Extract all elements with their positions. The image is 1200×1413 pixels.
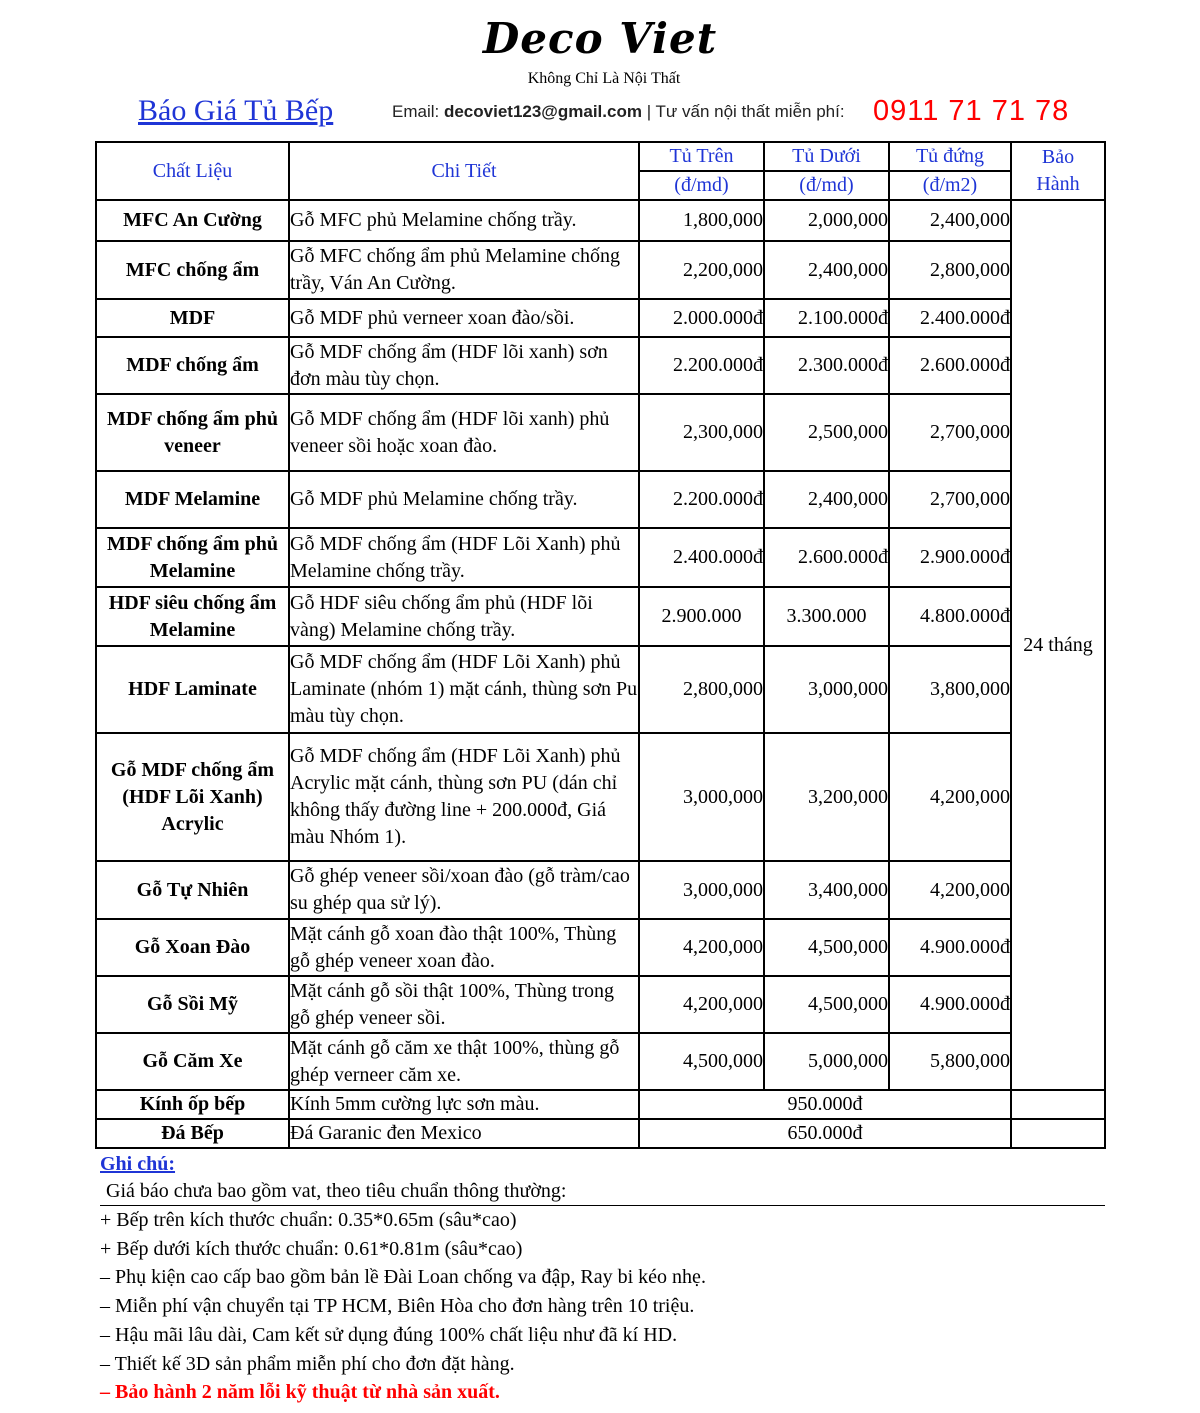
table-row: [96, 1033, 1105, 1090]
table-row: [96, 976, 1105, 1033]
row-material: HDF siêu chống ẩm Melamine: [96, 587, 289, 646]
extra-price: 950.000đ: [639, 1090, 1011, 1119]
row-detail: Gỗ MDF chống ẩm (HDF Lõi Xanh) phủ Melamine chống trầy.: [289, 528, 639, 587]
row-material: MFC chống ẩm: [96, 241, 289, 299]
row-lower-price: 4,500,000: [764, 976, 889, 1033]
header-material: Chất Liệu: [96, 142, 289, 200]
row-material: MDF chống ẩm: [96, 337, 289, 394]
header-upper-unit: (đ/md): [639, 171, 764, 200]
note-line: + Bếp dưới kích thước chuẩn: 0.61*0.81m (sâu*cao): [100, 1237, 523, 1260]
row-standing-price: 4,200,000: [889, 733, 1011, 861]
row-lower-price: 3,200,000: [764, 733, 889, 861]
row-detail: Gỗ ghép veneer sồi/xoan đào (gỗ tràm/cao su ghép qua sử lý).: [289, 861, 639, 919]
row-detail: Mặt cánh gỗ căm xe thật 100%, thùng gỗ ghép verneer căm xe.: [289, 1033, 639, 1090]
header-warranty-line2: Hành: [1036, 173, 1080, 195]
extra-material: Kính ốp bếp: [96, 1090, 289, 1119]
table-row: [96, 299, 1105, 337]
table-row: [96, 471, 1105, 528]
row-lower-price: 2,400,000: [764, 241, 889, 299]
table-row: [96, 646, 1105, 733]
extra-row: [96, 1090, 1105, 1119]
extra-material: Đá Bếp: [96, 1119, 289, 1148]
row-lower-price: 5,000,000: [764, 1033, 889, 1090]
note-warranty-highlight: – Bảo hành 2 năm lỗi kỹ thuật từ nhà sản xuất.: [100, 1381, 500, 1404]
row-detail: Gỗ HDF siêu chống ẩm phủ (HDF lõi vàng) Melamine chống trầy.: [289, 587, 639, 646]
price-table: [95, 141, 1106, 1149]
warranty-value: 24 tháng: [1011, 200, 1105, 1090]
row-lower-price: 2,000,000: [764, 200, 889, 241]
row-lower-price: 2,500,000: [764, 394, 889, 471]
row-material: MFC An Cường: [96, 200, 289, 241]
row-detail: Gỗ MDF phủ verneer xoan đào/sồi.: [289, 299, 639, 337]
row-lower-price: 4,500,000: [764, 919, 889, 976]
header-warranty: [1011, 142, 1105, 200]
row-upper-price: 2.900.000: [639, 587, 764, 646]
brand-logo: Deco Viet: [482, 14, 718, 63]
row-material: Gỗ Căm Xe: [96, 1033, 289, 1090]
row-standing-price: 4.900.000đ: [889, 919, 1011, 976]
row-standing-price: 4,200,000: [889, 861, 1011, 919]
notes-intro: Giá báo chưa bao gồm vat, theo tiêu chuẩn thông thường:: [100, 1177, 1105, 1206]
row-upper-price: 3,000,000: [639, 861, 764, 919]
note-line: – Phụ kiện cao cấp bao gồm bản lề Đài Loan chống va đập, Ray bi kéo nhẹ.: [100, 1266, 706, 1289]
note-line: – Thiết kế 3D sản phẩm miễn phí cho đơn đặt hàng.: [100, 1352, 515, 1375]
header-detail: Chi Tiết: [289, 142, 639, 200]
email-address[interactable]: decoviet123@gmail.com: [443, 102, 642, 121]
row-material: Gỗ MDF chống ẩm (HDF Lõi Xanh) Acrylic: [96, 733, 289, 861]
row-standing-price: 5,800,000: [889, 1033, 1011, 1090]
extra-empty-cell: [1011, 1119, 1105, 1148]
row-material: HDF Laminate: [96, 646, 289, 733]
page-title: Báo Giá Tủ Bếp: [138, 94, 334, 127]
note-line: – Miễn phí vận chuyển tại TP HCM, Biên Hòa cho đơn hàng trên 10 triệu.: [100, 1295, 695, 1318]
row-upper-price: 2.200.000đ: [639, 471, 764, 528]
row-standing-price: 4.800.000đ: [889, 587, 1011, 646]
row-detail: Gỗ MDF chống ẩm (HDF lõi xanh) sơn đơn màu tùy chọn.: [289, 337, 639, 394]
row-upper-price: 2,300,000: [639, 394, 764, 471]
row-standing-price: 2,400,000: [889, 200, 1011, 241]
header-standing: Tủ đứng: [889, 142, 1011, 171]
row-detail: Gỗ MFC chống ẩm phủ Melamine chống trầy, Ván An Cường.: [289, 241, 639, 299]
table-row: [96, 337, 1105, 394]
row-material: MDF Melamine: [96, 471, 289, 528]
extra-detail: Đá Garanic đen Mexico: [289, 1119, 639, 1148]
note-line: – Hậu mãi lâu dài, Cam kết sử dụng đúng 100% chất liệu như đã kí HD.: [100, 1323, 678, 1346]
extra-empty-cell: [1011, 1090, 1105, 1119]
row-detail: Gỗ MDF chống ẩm (HDF Lõi Xanh) phủ Acrylic mặt cánh, thùng sơn PU (dán chỉ không thấy đường line + 200.000đ, Giá màu Nhóm 1).: [289, 733, 639, 861]
row-detail: Gỗ MFC phủ Melamine chống trầy.: [289, 200, 639, 241]
row-standing-price: 2,700,000: [889, 394, 1011, 471]
row-lower-price: 2.600.000đ: [764, 528, 889, 587]
contact-info: [392, 102, 845, 122]
row-material: MDF chống ẩm phủ Melamine: [96, 528, 289, 587]
row-material: Gỗ Tự Nhiên: [96, 861, 289, 919]
row-detail: Gỗ MDF phủ Melamine chống trầy.: [289, 471, 639, 528]
table-row: [96, 200, 1105, 241]
consult-label: | Tư vấn nội thất miễn phí:: [641, 102, 845, 121]
row-material: Gỗ Xoan Đào: [96, 919, 289, 976]
row-lower-price: 2.100.000đ: [764, 299, 889, 337]
row-upper-price: 4,200,000: [639, 919, 764, 976]
row-lower-price: 3,400,000: [764, 861, 889, 919]
header-lower-unit: (đ/md): [764, 171, 889, 200]
table-row: [96, 528, 1105, 587]
row-upper-price: 2,200,000: [639, 241, 764, 299]
row-detail: Gỗ MDF chống ẩm (HDF Lõi Xanh) phủ Laminate (nhóm 1) mặt cánh, thùng sơn Pu màu tùy chọn.: [289, 646, 639, 733]
row-standing-price: 2,700,000: [889, 471, 1011, 528]
extra-price: 650.000đ: [639, 1119, 1011, 1148]
row-upper-price: 3,000,000: [639, 733, 764, 861]
row-standing-price: 3,800,000: [889, 646, 1011, 733]
header-upper: Tủ Trên: [639, 142, 764, 171]
note-line: + Bếp trên kích thước chuẩn: 0.35*0.65m (sâu*cao): [100, 1209, 517, 1231]
table-row: [96, 861, 1105, 919]
row-detail: Mặt cánh gỗ sồi thật 100%, Thùng trong gỗ ghép veneer sồi.: [289, 976, 639, 1033]
row-detail: Gỗ MDF chống ẩm (HDF lõi xanh) phủ veneer sồi hoặc xoan đào.: [289, 394, 639, 471]
table-row: [96, 919, 1105, 976]
notes-section: [100, 1151, 1105, 1407]
row-material: Gỗ Sồi Mỹ: [96, 976, 289, 1033]
row-lower-price: 2,400,000: [764, 471, 889, 528]
row-material: MDF: [96, 299, 289, 337]
row-standing-price: 4.900.000đ: [889, 976, 1011, 1033]
header-lower: Tủ Dưới: [764, 142, 889, 171]
extra-row: [96, 1119, 1105, 1148]
table-row: [96, 394, 1105, 471]
notes-heading: Ghi chú:: [100, 1153, 176, 1175]
table-row: [96, 733, 1105, 861]
table-row: [96, 241, 1105, 299]
extra-detail: Kính 5mm cường lực sơn màu.: [289, 1090, 639, 1119]
row-standing-price: 2.600.000đ: [889, 337, 1011, 394]
row-material: MDF chống ẩm phủ veneer: [96, 394, 289, 471]
row-standing-price: 2.900.000đ: [889, 528, 1011, 587]
row-upper-price: 2.000.000đ: [639, 299, 764, 337]
row-lower-price: 2.300.000đ: [764, 337, 889, 394]
row-detail: Mặt cánh gỗ xoan đào thật 100%, Thùng gỗ ghép veneer xoan đào.: [289, 919, 639, 976]
row-lower-price: 3,000,000: [764, 646, 889, 733]
brand-tagline: Không Chỉ Là Nội Thất: [527, 70, 681, 87]
phone-number[interactable]: 0911 71 71 78: [873, 95, 1070, 127]
row-upper-price: 2.200.000đ: [639, 337, 764, 394]
row-upper-price: 2.400.000đ: [639, 528, 764, 587]
row-upper-price: 1,800,000: [639, 200, 764, 241]
email-label: Email:: [392, 102, 444, 121]
table-row: [96, 587, 1105, 646]
row-upper-price: 2,800,000: [639, 646, 764, 733]
row-upper-price: 4,500,000: [639, 1033, 764, 1090]
row-standing-price: 2.400.000đ: [889, 299, 1011, 337]
row-standing-price: 2,800,000: [889, 241, 1011, 299]
row-lower-price: 3.300.000: [764, 587, 889, 646]
header-warranty-line1: Bảo: [1041, 146, 1075, 168]
header-standing-unit: (đ/m2): [889, 171, 1011, 200]
row-upper-price: 4,200,000: [639, 976, 764, 1033]
